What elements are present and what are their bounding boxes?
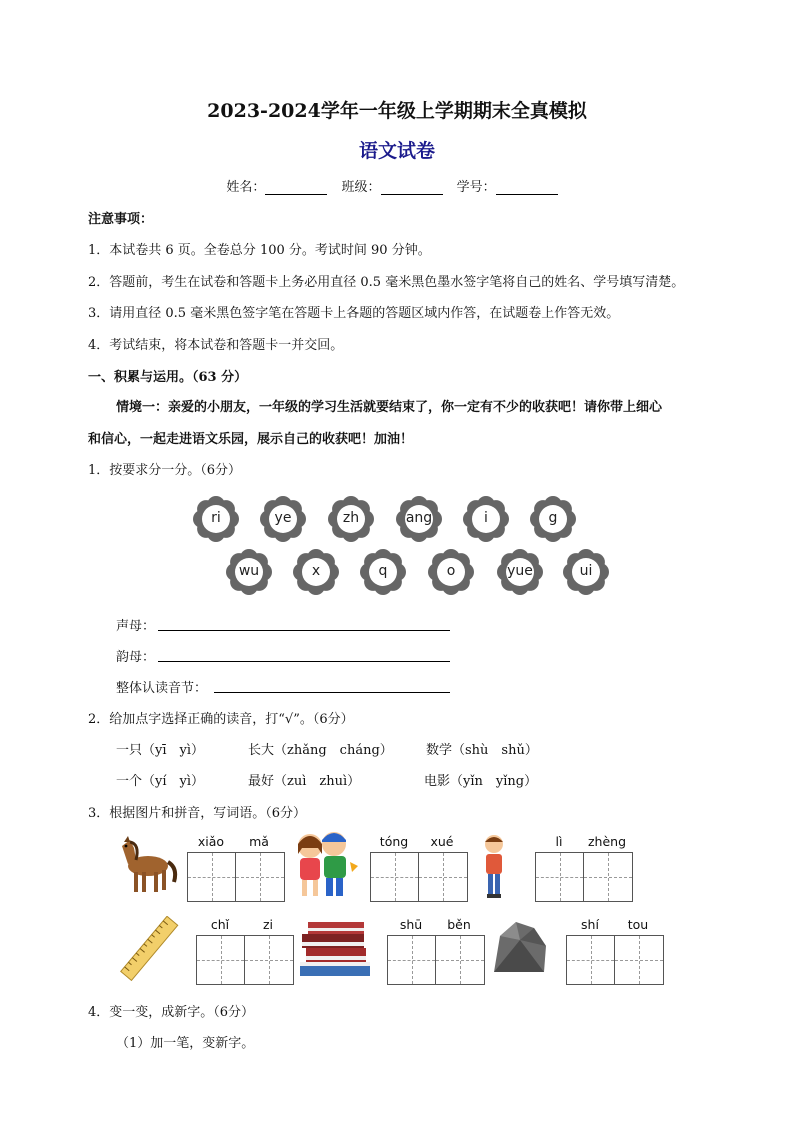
name-blank[interactable] [265, 180, 327, 195]
reading-option[interactable]: 电影（yǐn yǐng） [424, 774, 538, 789]
zhengti-answer-line[interactable] [214, 691, 450, 693]
writing-cell[interactable] [388, 936, 436, 984]
number-label: 学号： [456, 180, 496, 195]
pinyin-flower-label: ri [211, 510, 221, 526]
pinyin-label: tóng [379, 834, 409, 849]
books-picture [296, 918, 374, 980]
writing-grid[interactable] [387, 935, 485, 985]
note-item: 3．请用直径 0.5 毫米黑色签字笔在答题卡上各题的答题区域内作答，在试题卷上作答无效。 [88, 306, 620, 321]
page-subtitle: 语文试卷 [358, 140, 435, 162]
reading-option[interactable]: 数学（shù shǔ） [426, 743, 538, 758]
scenario-text: 和信心，一起走进语文乐园，展示自己的收获吧！加油！ [88, 432, 414, 447]
writing-cell[interactable] [236, 853, 284, 901]
writing-cell[interactable] [584, 853, 632, 901]
sub-question: （1）加一笔，变新字。 [116, 1036, 255, 1051]
pinyin-flower [463, 496, 509, 542]
question-prompt: 2．给加点字选择正确的读音，打“√”。（6分） [88, 712, 354, 727]
pinyin-flower [193, 496, 239, 542]
shengmu-label: 声母： [116, 619, 156, 634]
reading-option[interactable]: 一个（yí yì） [116, 774, 205, 789]
class-blank[interactable] [381, 180, 443, 195]
pinyin-label: chǐ [210, 917, 230, 932]
writing-grid[interactable] [196, 935, 294, 985]
pinyin-label: zhèng [587, 834, 627, 849]
pinyin-flower [396, 496, 442, 542]
pinyin-flower [428, 549, 474, 595]
section-heading: 一、积累与运用。（63 分） [88, 370, 248, 385]
stone-picture [490, 918, 550, 978]
writing-cell[interactable] [197, 936, 245, 984]
reading-option[interactable]: 长大（zhǎng cháng） [248, 743, 393, 758]
writing-grid[interactable] [535, 852, 633, 902]
writing-grid[interactable] [566, 935, 664, 985]
question-prompt: 3．根据图片和拼音，写词语。（6分） [88, 806, 307, 821]
writing-cell[interactable] [436, 936, 484, 984]
writing-cell[interactable] [419, 853, 467, 901]
pinyin-flower [563, 549, 609, 595]
zhengti-label: 整体认读音节： [116, 681, 208, 696]
writing-cell[interactable] [567, 936, 615, 984]
pinyin-flower-label: g [548, 510, 558, 526]
horse-picture [114, 834, 180, 898]
pinyin-flower-label: i [484, 510, 488, 526]
pinyin-flower-label: ang [405, 510, 433, 526]
pinyin-label: lì [555, 834, 563, 849]
pinyin-label: xué [430, 834, 454, 849]
pinyin-flower-label: wu [238, 563, 260, 579]
name-label: 姓名： [226, 180, 266, 195]
yunmu-label: 韵母： [116, 650, 156, 665]
note-item: 1．本试卷共 6 页。全卷总分 100 分。考试时间 90 分钟。 [88, 243, 431, 258]
pinyin-label: tou [627, 917, 649, 932]
writing-cell[interactable] [371, 853, 419, 901]
shengmu-answer-line[interactable] [158, 629, 450, 631]
notes-heading: 注意事项： [88, 212, 154, 227]
pinyin-flower-label: x [311, 563, 321, 579]
pinyin-label: shū [399, 917, 423, 932]
question-prompt: 4．变一变，成新字。（6分） [88, 1005, 255, 1020]
writing-grid[interactable] [370, 852, 468, 902]
pinyin-flower-label: ui [579, 563, 593, 579]
pinyin-flower [293, 549, 339, 595]
writing-cell[interactable] [188, 853, 236, 901]
note-item: 4．考试结束，将本试卷和答题卡一并交回。 [88, 338, 344, 353]
pinyin-label: xiǎo [197, 834, 225, 849]
writing-cell[interactable] [536, 853, 584, 901]
pinyin-flower [530, 496, 576, 542]
pinyin-flower [497, 549, 543, 595]
pinyin-label: mǎ [249, 834, 269, 849]
writing-grid[interactable] [187, 852, 285, 902]
class-label: 班级： [341, 180, 381, 195]
pinyin-label: shí [581, 917, 599, 932]
number-blank[interactable] [496, 180, 558, 195]
pinyin-flower [260, 496, 306, 542]
question-prompt: 1．按要求分一分。（6分） [88, 463, 242, 478]
pinyin-flower [328, 496, 374, 542]
pinyin-flower [226, 549, 272, 595]
pinyin-label: běn [447, 917, 471, 932]
pinyin-flower-label: ye [274, 510, 292, 526]
yunmu-answer-line[interactable] [158, 660, 450, 662]
standing-boy-picture [482, 832, 506, 902]
writing-cell[interactable] [245, 936, 293, 984]
classmates-picture [288, 828, 362, 902]
pinyin-flower-label: zh [342, 510, 360, 526]
pinyin-flower-label: yue [507, 563, 533, 579]
scenario-text: 情境一：亲爱的小朋友，一年级的学习生活就要结束了，你一定有不少的收获吧！请你带上细心 [116, 400, 663, 415]
pinyin-flower [360, 549, 406, 595]
page-title: 2023-2024学年一年级上学期期末全真模拟 [207, 100, 587, 122]
writing-cell[interactable] [615, 936, 663, 984]
pinyin-label: zi [262, 917, 274, 932]
pinyin-flower-label: o [446, 563, 456, 579]
note-item: 2．答题前，考生在试卷和答题卡上务必用直径 0.5 毫米黑色墨水签字笔将自己的姓名、学号填写清楚。 [88, 275, 685, 290]
reading-option[interactable]: 最好（zuì zhuì） [248, 774, 361, 789]
reading-option[interactable]: 一只（yī yì） [116, 743, 205, 758]
pinyin-flower-label: q [378, 563, 388, 579]
student-info [0, 176, 794, 195]
ruler-picture [118, 916, 182, 982]
